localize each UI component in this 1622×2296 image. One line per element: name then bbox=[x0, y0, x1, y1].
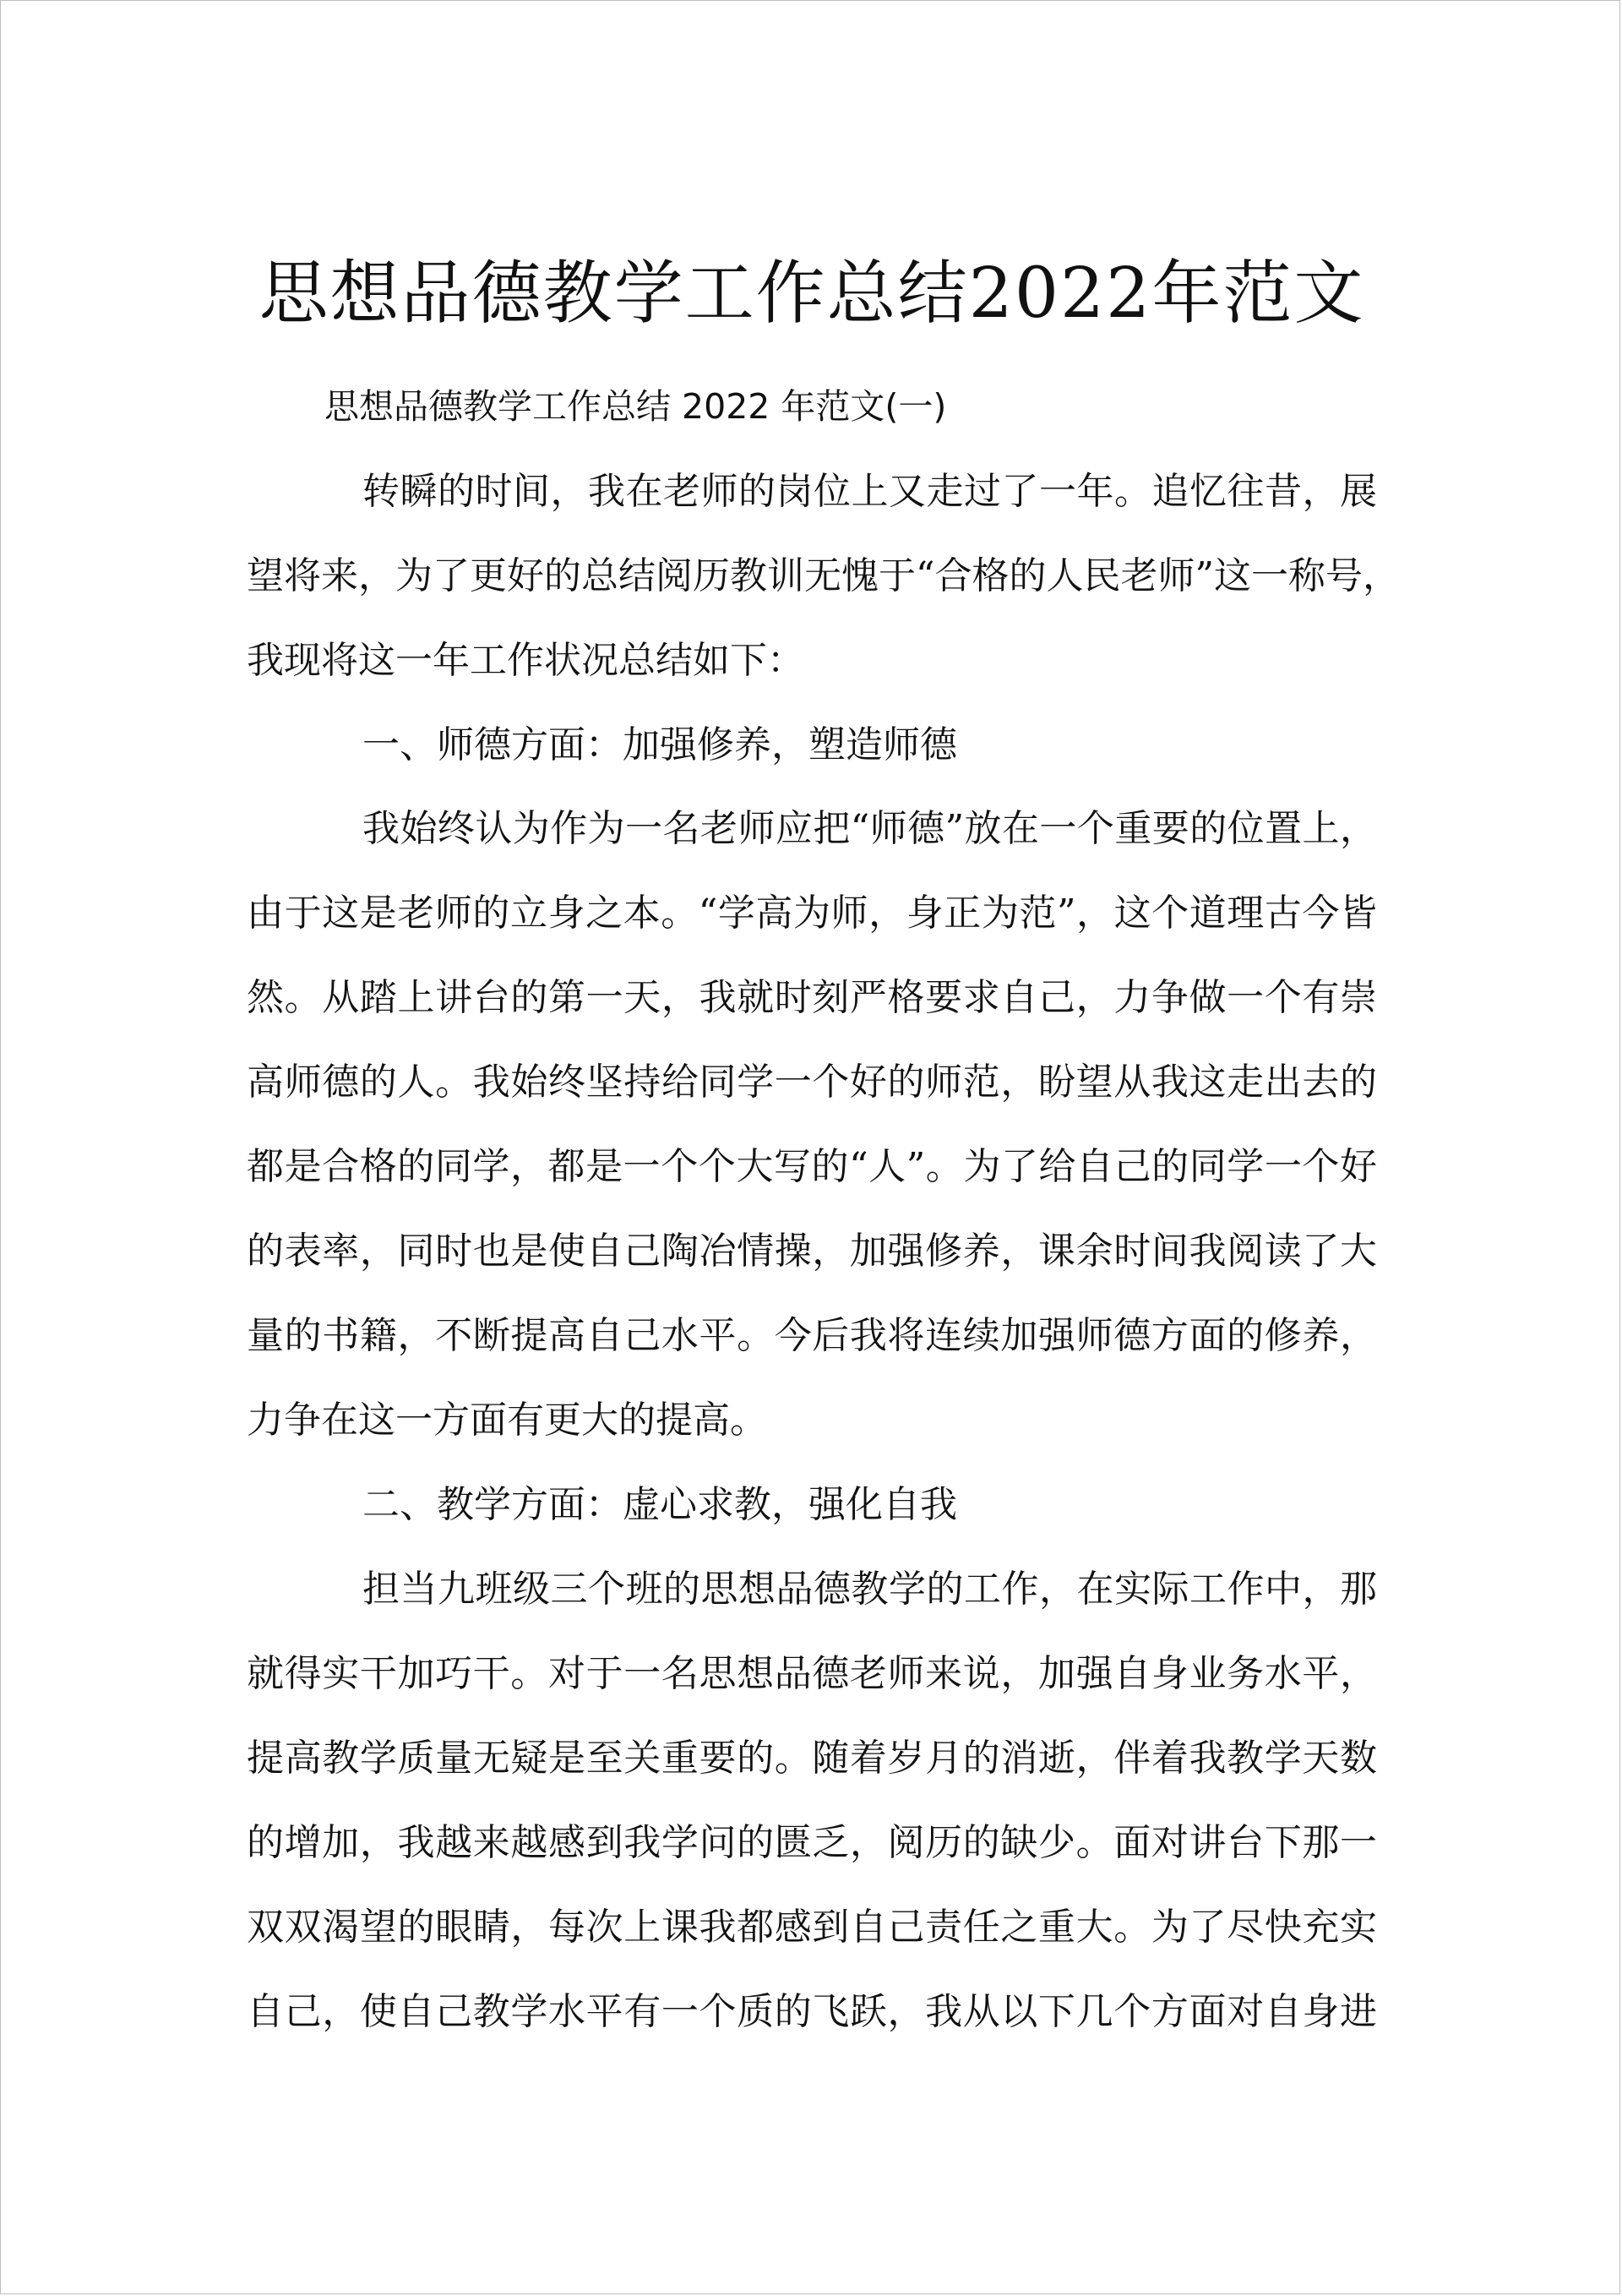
paragraph-line: 高师德的人。我始终坚持给同学一个好的师范，盼望从我这走出去的 bbox=[247, 1061, 1377, 1104]
document-subtitle: 思想品德教学工作总结 2022 年范文(一) bbox=[324, 386, 947, 427]
paragraph-line: 然。从踏上讲台的第一天，我就时刻严格要求自己，力争做一个有崇 bbox=[247, 976, 1377, 1019]
intro-line: 我现将这一年工作状况总结如下： bbox=[247, 639, 804, 682]
paragraph-line: 由于这是老师的立身之本。“学高为师，身正为范”，这个道理古今皆 bbox=[247, 892, 1377, 935]
paragraph-line: 量的书籍，不断提高自己水平。今后我将连续加强师德方面的修养， bbox=[247, 1314, 1377, 1357]
paragraph-line: 的表率，同时也是使自己陶冶情操，加强修养，课余时间我阅读了大 bbox=[247, 1230, 1377, 1273]
paragraph-line: 力争在这一方面有更大的提高。 bbox=[247, 1399, 767, 1442]
section-heading: 二、教学方面：虚心求教，强化自我 bbox=[362, 1483, 957, 1526]
paragraph-line: 我始终认为作为一名老师应把“师德”放在一个重要的位置上， bbox=[362, 807, 1377, 850]
paragraph-line: 自己，使自己教学水平有一个质的飞跃，我从以下几个方面对自身进 bbox=[247, 1990, 1377, 2033]
paragraph-line: 担当九班级三个班的思想品德教学的工作，在实际工作中，那 bbox=[362, 1568, 1377, 1611]
paragraph-line: 的增加，我越来越感到我学问的匮乏，阅历的缺少。面对讲台下那一 bbox=[247, 1821, 1377, 1864]
intro-line: 望将来，为了更好的总结阅历教训无愧于“合格的人民老师”这一称号， bbox=[247, 554, 1400, 597]
paragraph-line: 提高教学质量无疑是至关重要的。随着岁月的消逝，伴着我教学天数 bbox=[247, 1737, 1377, 1780]
intro-line: 转瞬的时间，我在老师的岗位上又走过了一年。追忆往昔，展 bbox=[362, 470, 1377, 513]
document-title: 思想品德教学工作总结2022年范文 bbox=[259, 254, 1365, 334]
paragraph-line: 都是合格的同学，都是一个个大写的“人”。为了给自己的同学一个好 bbox=[247, 1145, 1377, 1188]
paragraph-line: 就得实干加巧干。对于一名思想品德老师来说，加强自身业务水平， bbox=[247, 1652, 1377, 1695]
paragraph-line: 双双渴望的眼睛，每次上课我都感到自己责任之重大。为了尽快充实 bbox=[247, 1906, 1377, 1949]
section-heading: 一、师德方面：加强修养，塑造师德 bbox=[362, 723, 957, 766]
